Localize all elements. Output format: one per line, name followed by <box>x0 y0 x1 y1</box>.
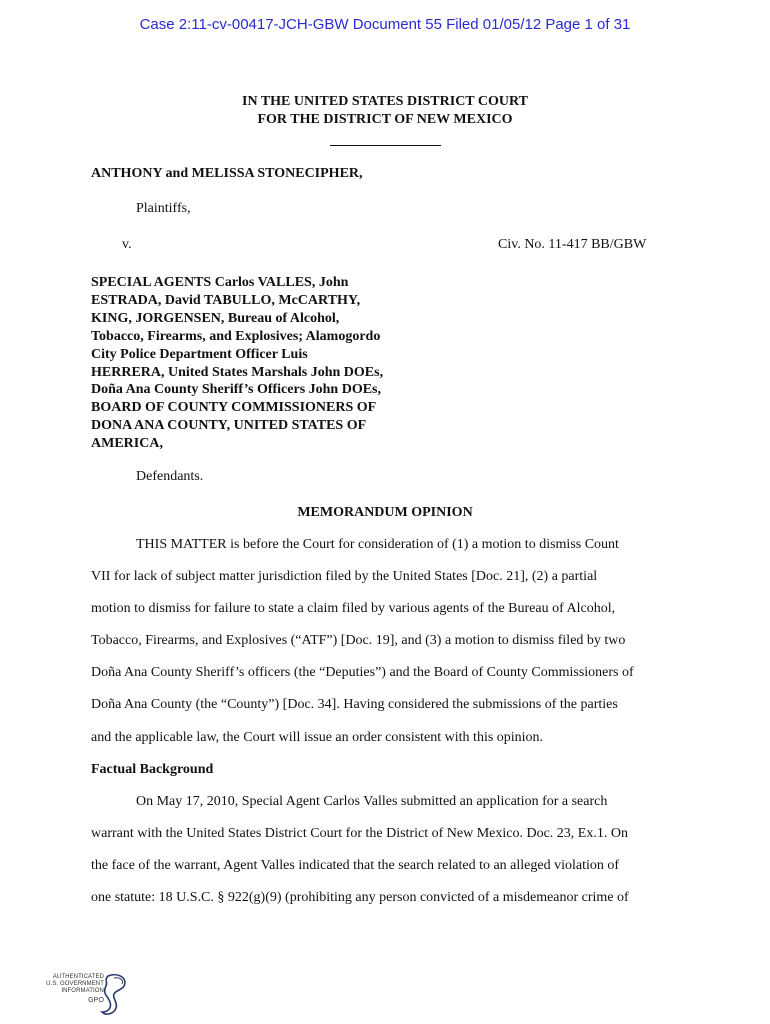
gpo-authenticated-logo <box>40 972 136 1018</box>
defendants-line: Doña Ana County Sheriff’s Officers John DOEs, <box>91 382 381 398</box>
defendants-line: ESTRADA, David TABULLO, McCARTHY, <box>91 292 361 308</box>
logo-text-line: AUTHENTICATED <box>52 974 104 980</box>
eagle-icon <box>100 972 130 1018</box>
paragraph-1-line: Doña Ana County Sheriff’s officers (the “Deputies”) and the Board of County Commissioners of <box>91 665 634 680</box>
defendants-line: KING, JORGENSEN, Bureau of Alcohol, <box>91 310 340 326</box>
logo-text-line: GPO <box>88 997 104 1004</box>
defendants-line: DONA ANA COUNTY, UNITED STATES OF <box>91 418 367 434</box>
document-title: MEMORANDUM OPINION <box>297 505 473 520</box>
defendants-line: AMERICA, <box>91 436 163 452</box>
paragraph-1-line: THIS MATTER is before the Court for consideration of (1) a motion to dismiss Count <box>136 537 619 552</box>
caption-divider <box>330 145 441 146</box>
plaintiffs-label: Plaintiffs, <box>136 201 191 216</box>
paragraph-2-line: the face of the warrant, Agent Valles indicated that the search related to an alleged violation of <box>91 858 620 873</box>
logo-text-line: INFORMATION <box>61 988 104 994</box>
defendants-line: Tobacco, Firearms, and Explosives; Alamogordo <box>91 328 381 344</box>
paragraph-2-line: On May 17, 2010, Special Agent Carlos Valles submitted an application for a search <box>136 794 608 809</box>
paragraph-1-line: Tobacco, Firearms, and Explosives (“ATF”) [Doc. 19], and (3) a motion to dismiss filed by two <box>91 633 626 648</box>
versus-label: v. <box>122 237 132 252</box>
court-name-line-2: FOR THE DISTRICT OF NEW MEXICO <box>257 112 513 127</box>
paragraph-2-line: warrant with the United States District Court for the District of New Mexico. Doc. 23, Ex.1. On <box>91 826 628 841</box>
section-heading: Factual Background <box>91 762 214 777</box>
defendants-block <box>91 274 411 453</box>
defendants-line: City Police Department Officer Luis <box>91 346 308 362</box>
paragraph-1-line: VII for lack of subject matter jurisdiction filed by the United States [Doc. 21], (2) a partial <box>91 569 598 584</box>
logo-text-line: U.S. GOVERNMENT <box>46 981 104 987</box>
paragraph-1-line: motion to dismiss for failure to state a claim filed by various agents of the Bureau of Alcohol, <box>91 601 616 616</box>
defendants-label: Defendants. <box>136 469 204 484</box>
paragraph-1-line: and the applicable law, the Court will issue an order consistent with this opinion. <box>91 730 544 745</box>
defendants-line: HERRERA, United States Marshals John DOEs, <box>91 364 384 380</box>
court-name-line-1: IN THE UNITED STATES DISTRICT COURT <box>242 94 528 109</box>
paragraph-2-line: one statute: 18 U.S.C. § 922(g)(9) (prohibiting any person convicted of a misdemeanor crime of <box>91 890 629 905</box>
defendants-line: SPECIAL AGENTS Carlos VALLES, John <box>91 275 349 290</box>
plaintiffs-names: ANTHONY and MELISSA STONECIPHER, <box>91 166 363 181</box>
paragraph-1-line: Doña Ana County (the “County”) [Doc. 34]. Having considered the submissions of the parties <box>91 697 618 712</box>
defendants-line: BOARD OF COUNTY COMMISSIONERS OF <box>91 400 377 416</box>
case-header-stamp: Case 2:11-cv-00417-JCH-GBW Document 55 Filed 01/05/12 Page 1 of 31 <box>139 16 631 33</box>
civil-case-number: Civ. No. 11-417 BB/GBW <box>498 237 647 252</box>
